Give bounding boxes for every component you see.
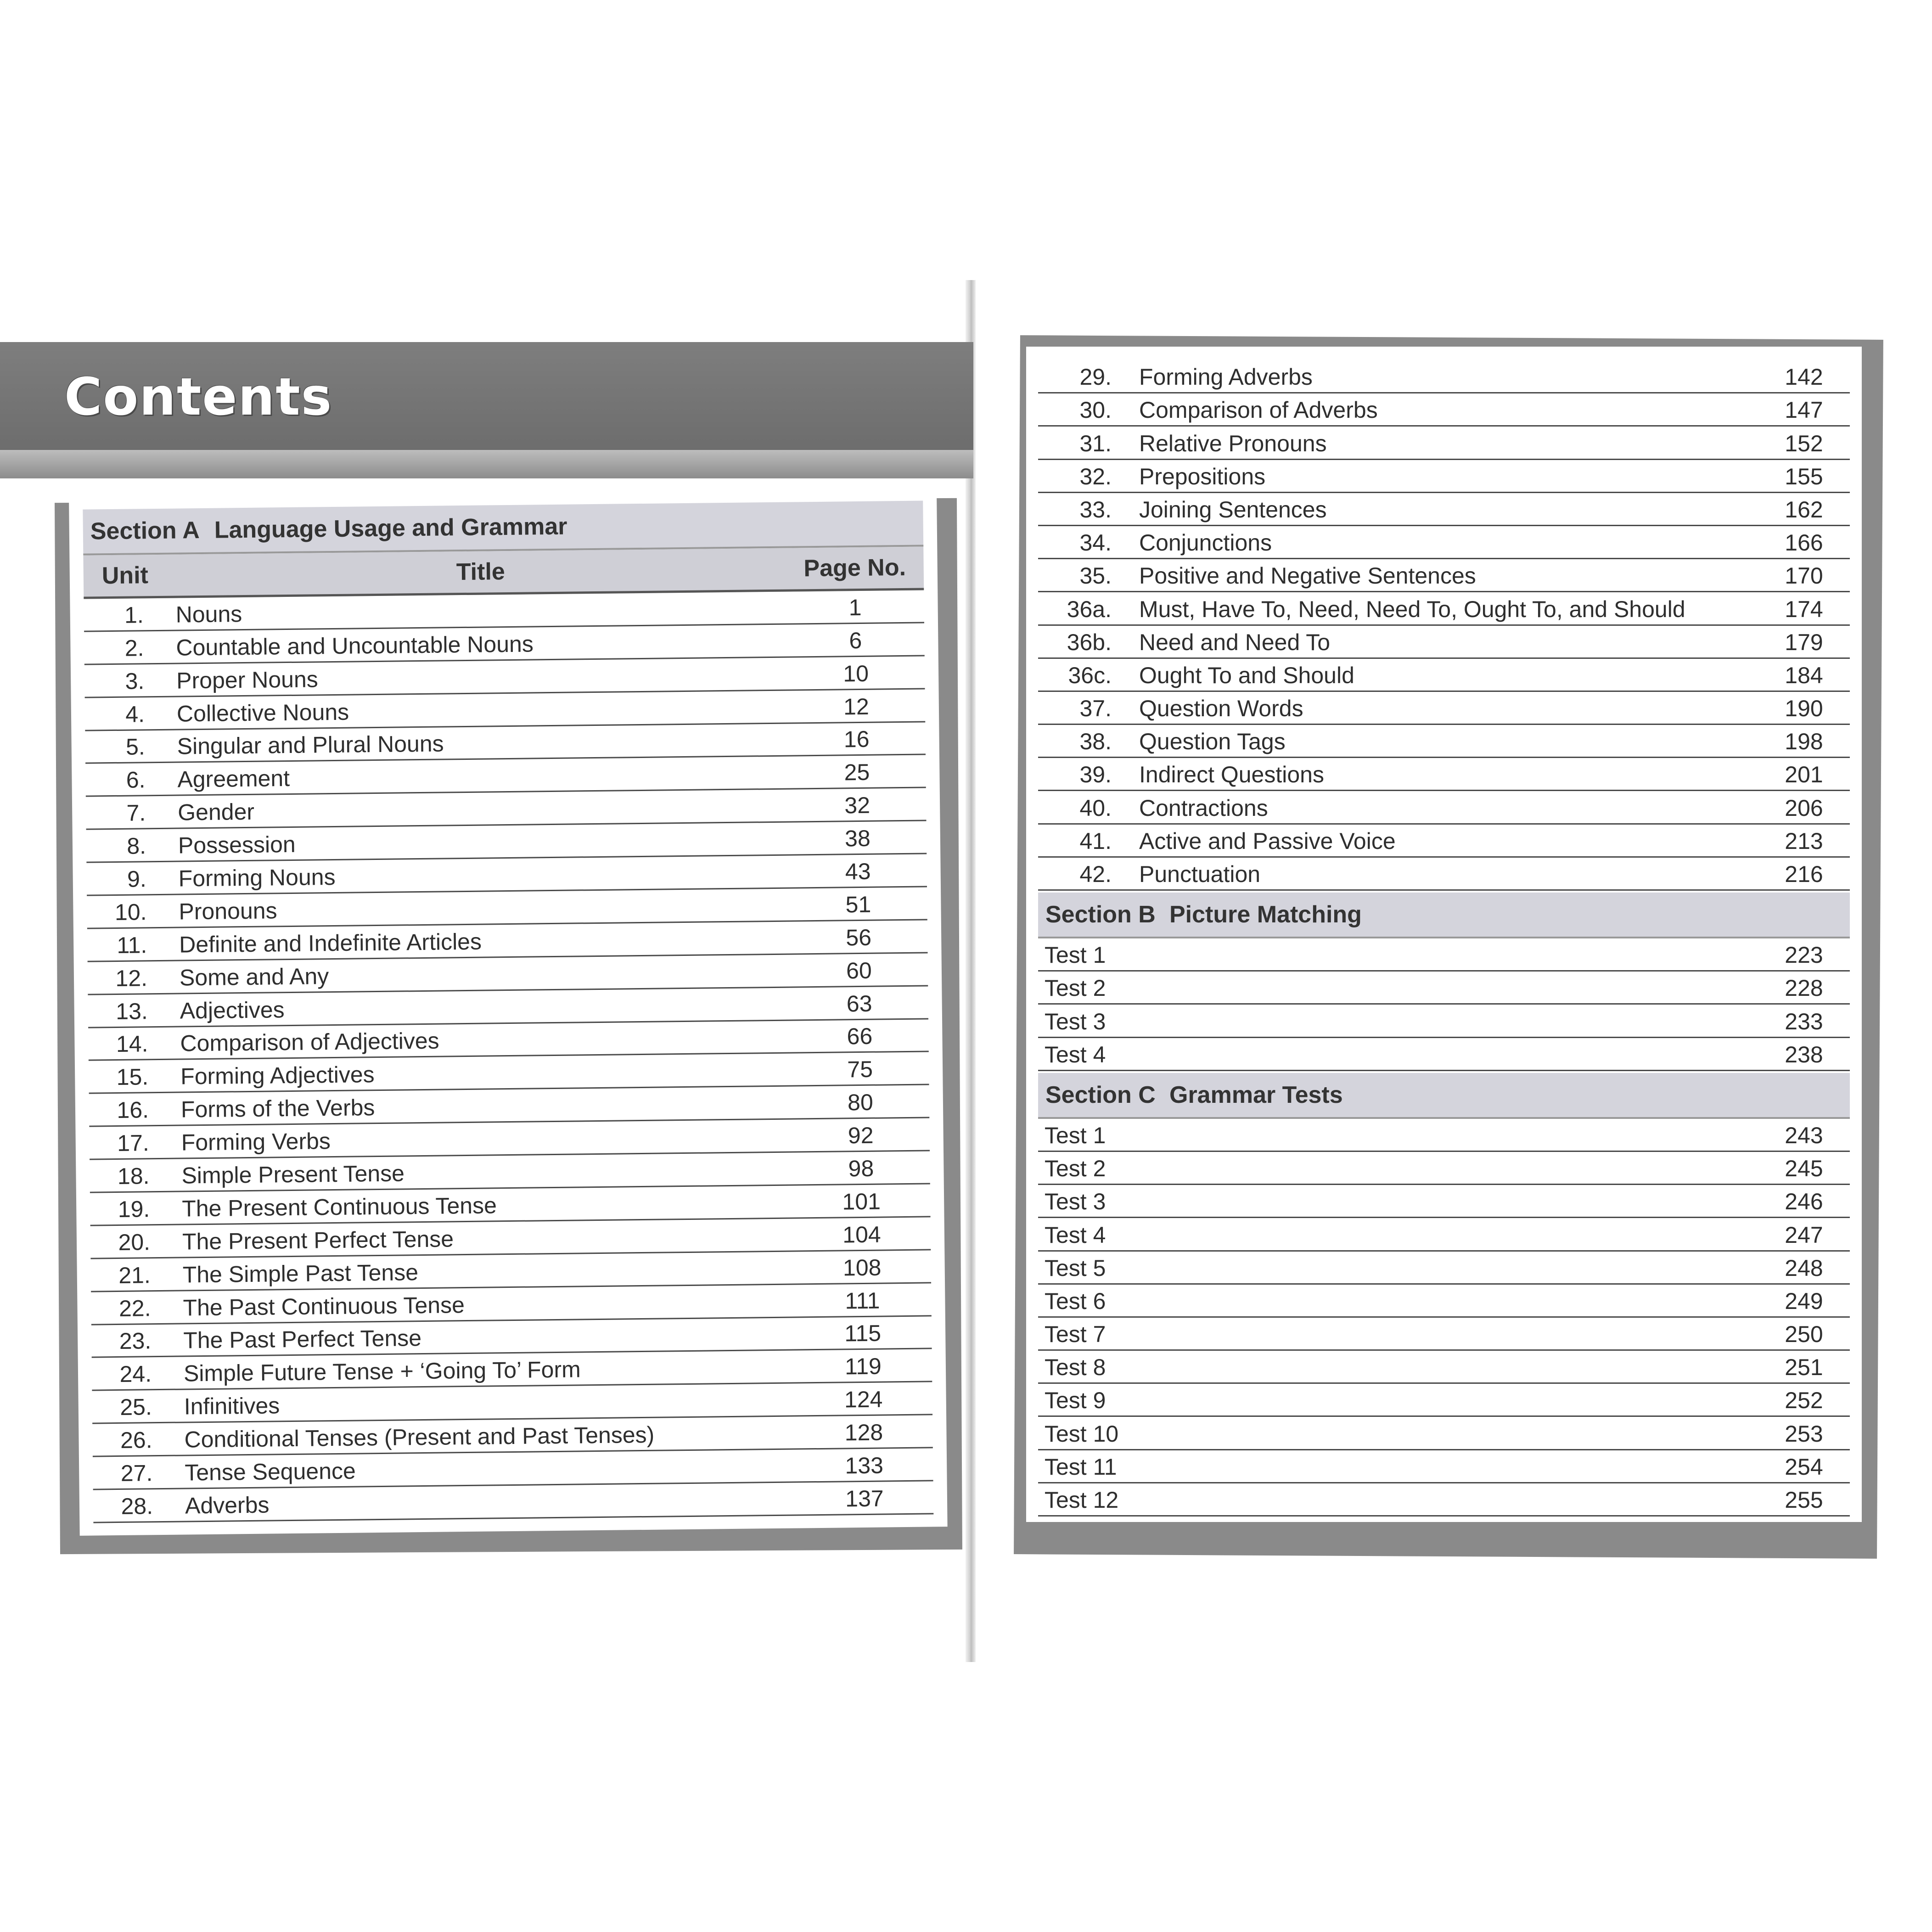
unit-title: Agreement [177, 765, 290, 792]
page-number: 32 [844, 792, 871, 819]
unit-title: Conditional Tenses (Present and Past Tenses) [184, 1421, 655, 1453]
unit-number: 15. [116, 1064, 149, 1090]
table-row [1038, 493, 1850, 526]
table-row [1038, 1038, 1850, 1071]
test-title: Test 1 [1045, 1122, 1106, 1148]
test-title: Test 4 [1045, 1222, 1106, 1248]
table-row [1038, 938, 1850, 972]
table-row [1038, 1252, 1850, 1285]
test-title: Test 12 [1045, 1487, 1119, 1513]
table-row [1038, 460, 1850, 493]
page-number: 184 [1785, 662, 1823, 688]
unit-title: Simple Present Tense [181, 1160, 405, 1189]
title-column-header: Title [456, 558, 505, 586]
unit-number: 10. [114, 899, 147, 925]
unit-number: 2. [124, 635, 144, 661]
table-row [1038, 1285, 1850, 1318]
page-number: 198 [1785, 729, 1823, 755]
unit-number: 25. [119, 1394, 152, 1421]
page-number: 253 [1785, 1421, 1823, 1447]
page-number: 170 [1785, 563, 1823, 589]
section-a-name: Language Usage and Grammar [214, 513, 567, 544]
unit-number: 1. [124, 602, 144, 628]
page-number: 206 [1785, 795, 1823, 821]
unit-number: 36b. [1067, 629, 1112, 655]
unit-number: 30. [1079, 397, 1112, 423]
test-title: Test 2 [1045, 975, 1106, 1001]
page-number: 201 [1785, 762, 1823, 788]
table-row [1038, 858, 1850, 891]
unit-number: 36c. [1068, 662, 1112, 688]
table-row [1038, 1152, 1850, 1185]
page-number: 10 [843, 660, 869, 687]
page-number: 6 [849, 627, 862, 654]
unit-title: Tense Sequence [184, 1458, 356, 1486]
page-number: 216 [1785, 861, 1823, 887]
section-b-name: Picture Matching [1169, 901, 1362, 928]
page-number: 25 [844, 759, 870, 786]
unit-title: Some and Any [179, 963, 329, 991]
unit-number: 17. [117, 1130, 150, 1157]
unit-title: Positive and Negative Sentences [1139, 563, 1476, 589]
page-number: 75 [847, 1056, 873, 1083]
section-b-label: Section B [1045, 901, 1156, 928]
unit-title: Prepositions [1139, 463, 1266, 489]
unit-number: 18. [117, 1163, 150, 1190]
unit-number: 3. [125, 668, 145, 694]
unit-title: The Present Continuous Tense [181, 1192, 497, 1222]
unit-number: 38. [1079, 729, 1112, 755]
unit-title: Forms of the Verbs [180, 1095, 375, 1123]
unit-number: 33. [1079, 496, 1112, 522]
left-unit-list [84, 590, 933, 1523]
page-column-header: Page No. [803, 554, 906, 582]
unit-column-header: Unit [101, 562, 149, 590]
page-number: 66 [847, 1023, 873, 1050]
test-title: Test 8 [1045, 1354, 1106, 1381]
page-number: 255 [1785, 1487, 1823, 1513]
page-number: 155 [1785, 463, 1823, 489]
test-title: Test 6 [1045, 1288, 1106, 1314]
table-row [1038, 559, 1850, 592]
page-number: 247 [1785, 1222, 1823, 1248]
unit-number: 26. [120, 1427, 152, 1454]
left-contents-panel [69, 487, 948, 1536]
page-number: 238 [1785, 1041, 1823, 1067]
test-title: Test 3 [1045, 1189, 1106, 1215]
unit-number: 4. [125, 701, 145, 727]
unit-number: 11. [117, 932, 147, 958]
table-row [1038, 791, 1850, 824]
right-contents-panel [1026, 347, 1862, 1522]
page-number: 108 [842, 1254, 882, 1281]
section-c-label: Section C [1045, 1081, 1156, 1108]
page-number: 243 [1785, 1122, 1823, 1148]
page-number: 98 [848, 1155, 874, 1182]
table-row [1038, 526, 1850, 559]
table-row [1038, 360, 1850, 393]
test-title: Test 7 [1045, 1321, 1106, 1348]
section-c-test-list [1038, 1119, 1850, 1516]
page-number: 51 [845, 891, 871, 918]
test-title: Test 2 [1045, 1156, 1106, 1182]
unit-title: Contractions [1139, 795, 1268, 821]
unit-title: Forming Adjectives [180, 1061, 375, 1090]
page-number: 142 [1785, 364, 1823, 390]
page-number: 162 [1785, 496, 1823, 522]
unit-number: 40. [1079, 795, 1112, 821]
test-title: Test 1 [1045, 942, 1106, 968]
page-number: 92 [848, 1122, 874, 1149]
unit-title: Conjunctions [1139, 530, 1272, 556]
table-row [1038, 692, 1850, 725]
page-number: 245 [1785, 1156, 1823, 1182]
unit-number: 19. [118, 1196, 150, 1222]
page-number: 251 [1785, 1354, 1823, 1381]
page-number: 246 [1785, 1189, 1823, 1215]
page-number: 12 [843, 693, 870, 719]
unit-number: 32. [1079, 463, 1112, 489]
unit-title: Nouns [175, 601, 242, 628]
right-unit-list [1038, 360, 1850, 891]
table-row [1038, 427, 1850, 460]
unit-title: Countable and Uncountable Nouns [176, 631, 534, 661]
unit-title: Adjectives [180, 996, 285, 1024]
banner-strip [0, 450, 973, 478]
book-spine [966, 280, 976, 1662]
table-row [1038, 725, 1850, 758]
page-number: 166 [1785, 530, 1823, 556]
table-row [1038, 1417, 1850, 1450]
page-number: 223 [1785, 942, 1823, 968]
unit-number: 21. [118, 1262, 151, 1288]
table-row [1038, 1318, 1850, 1351]
page-number: 111 [845, 1287, 880, 1314]
test-title: Test 3 [1045, 1008, 1106, 1034]
unit-title: Active and Passive Voice [1139, 828, 1396, 854]
page-number: 248 [1785, 1255, 1823, 1281]
page-number: 115 [844, 1320, 882, 1347]
page-number: 152 [1785, 430, 1823, 456]
unit-title: Question Words [1139, 696, 1303, 722]
table-row [1038, 972, 1850, 1005]
unit-number: 16. [117, 1097, 149, 1123]
page-number: 179 [1785, 629, 1823, 655]
page-number: 133 [845, 1452, 884, 1479]
page-number: 43 [845, 858, 871, 885]
unit-title: Singular and Plural Nouns [177, 730, 444, 760]
page-number: 252 [1785, 1387, 1823, 1414]
page-number: 128 [844, 1419, 883, 1446]
test-title: Test 4 [1045, 1041, 1106, 1067]
table-row [1038, 626, 1850, 659]
table-row [1038, 825, 1850, 858]
unit-title: Definite and Indefinite Articles [179, 928, 482, 958]
section-a-header [83, 501, 923, 556]
unit-title: The Past Continuous Tense [183, 1292, 465, 1321]
unit-title: Proper Nouns [176, 666, 319, 694]
unit-title: Must, Have To, Need, Need To, Ought To, and Should [1139, 596, 1685, 622]
page-number: 1 [848, 594, 862, 621]
unit-number: 8. [126, 833, 146, 859]
page-number: 16 [843, 726, 870, 753]
unit-title: Indirect Questions [1139, 762, 1324, 788]
table-row [1038, 1119, 1850, 1152]
unit-number: 6. [126, 767, 146, 793]
table-row [1038, 592, 1850, 625]
page-number: 213 [1785, 828, 1823, 854]
table-row [1038, 659, 1850, 692]
unit-number: 39. [1079, 762, 1112, 788]
page-number: 56 [846, 924, 872, 951]
unit-number: 36a. [1067, 596, 1112, 622]
page-number: 147 [1785, 397, 1823, 423]
unit-number: 13. [115, 998, 148, 1024]
unit-title: Possession [178, 831, 296, 859]
unit-title: Joining Sentences [1139, 496, 1327, 522]
unit-number: 12. [115, 965, 148, 991]
unit-number: 27. [120, 1460, 153, 1486]
section-b-test-list [1038, 938, 1850, 1071]
table-row [1038, 1483, 1850, 1516]
unit-number: 7. [126, 800, 146, 826]
unit-number: 23. [119, 1328, 152, 1354]
table-row [1038, 1218, 1850, 1251]
table-row [1038, 393, 1850, 427]
unit-title: Simple Future Tense + ‘Going To’ Form [183, 1356, 581, 1387]
table-row [1038, 1351, 1850, 1384]
unit-number: 35. [1079, 563, 1112, 589]
unit-title: Adverbs [185, 1492, 270, 1519]
unit-number: 41. [1079, 828, 1112, 854]
unit-title: Infinitives [184, 1393, 280, 1420]
unit-title: Ought To and Should [1139, 662, 1354, 688]
unit-number: 29. [1079, 364, 1112, 390]
page-number: 101 [842, 1188, 881, 1215]
unit-title: Comparison of Adverbs [1139, 397, 1378, 423]
section-c-name: Grammar Tests [1169, 1081, 1343, 1108]
test-title: Test 5 [1045, 1255, 1106, 1281]
page-number: 63 [846, 990, 872, 1017]
unit-number: 42. [1079, 861, 1112, 887]
unit-number: 34. [1079, 530, 1112, 556]
page-number: 124 [844, 1386, 883, 1413]
unit-number: 28. [121, 1493, 153, 1519]
table-row [1038, 1005, 1850, 1038]
unit-title: Relative Pronouns [1139, 430, 1327, 456]
page-number: 80 [847, 1089, 874, 1116]
unit-title: Need and Need To [1139, 629, 1331, 655]
unit-title: Forming Verbs [181, 1128, 331, 1156]
page-number: 250 [1785, 1321, 1823, 1348]
page-number: 119 [844, 1353, 882, 1380]
unit-number: 20. [118, 1229, 151, 1255]
page-title: Contents [64, 367, 333, 427]
unit-title: Forming Nouns [178, 864, 336, 892]
unit-title: Gender [177, 799, 255, 826]
test-title: Test 10 [1045, 1421, 1119, 1447]
table-row [1038, 1384, 1850, 1417]
section-a-label: Section A [90, 517, 200, 545]
table-row [1038, 758, 1850, 791]
unit-number: 9. [127, 866, 147, 892]
unit-number: 22. [118, 1295, 151, 1321]
page-number: 233 [1785, 1008, 1823, 1034]
unit-number: 31. [1079, 430, 1112, 456]
page-number: 38 [844, 825, 871, 852]
page-number: 104 [842, 1221, 881, 1248]
unit-title: Collective Nouns [176, 699, 349, 727]
page-number: 137 [845, 1485, 884, 1512]
table-row [1038, 1185, 1850, 1218]
page-number: 174 [1785, 596, 1823, 622]
page-number: 249 [1785, 1288, 1823, 1314]
page-number: 190 [1785, 696, 1823, 722]
unit-number: 24. [119, 1361, 152, 1387]
unit-number: 37. [1079, 696, 1112, 722]
section-c-header [1038, 1073, 1850, 1119]
unit-number: 14. [116, 1031, 148, 1057]
section-b-header [1038, 893, 1850, 938]
test-title: Test 11 [1045, 1454, 1117, 1480]
table-row [1038, 1450, 1850, 1483]
page-number: 254 [1785, 1454, 1823, 1480]
unit-title: Comparison of Adjectives [180, 1028, 439, 1056]
unit-title: Question Tags [1139, 729, 1286, 755]
unit-title: Punctuation [1139, 861, 1261, 887]
page-number: 60 [846, 957, 872, 984]
unit-title: Pronouns [179, 898, 277, 925]
unit-title: Forming Adverbs [1139, 364, 1313, 390]
test-title: Test 9 [1045, 1387, 1106, 1414]
unit-title: The Present Perfect Tense [182, 1226, 454, 1255]
unit-number: 5. [125, 734, 146, 760]
unit-title: The Simple Past Tense [182, 1259, 419, 1288]
unit-title: The Past Perfect Tense [183, 1325, 422, 1354]
page-number: 228 [1785, 975, 1823, 1001]
